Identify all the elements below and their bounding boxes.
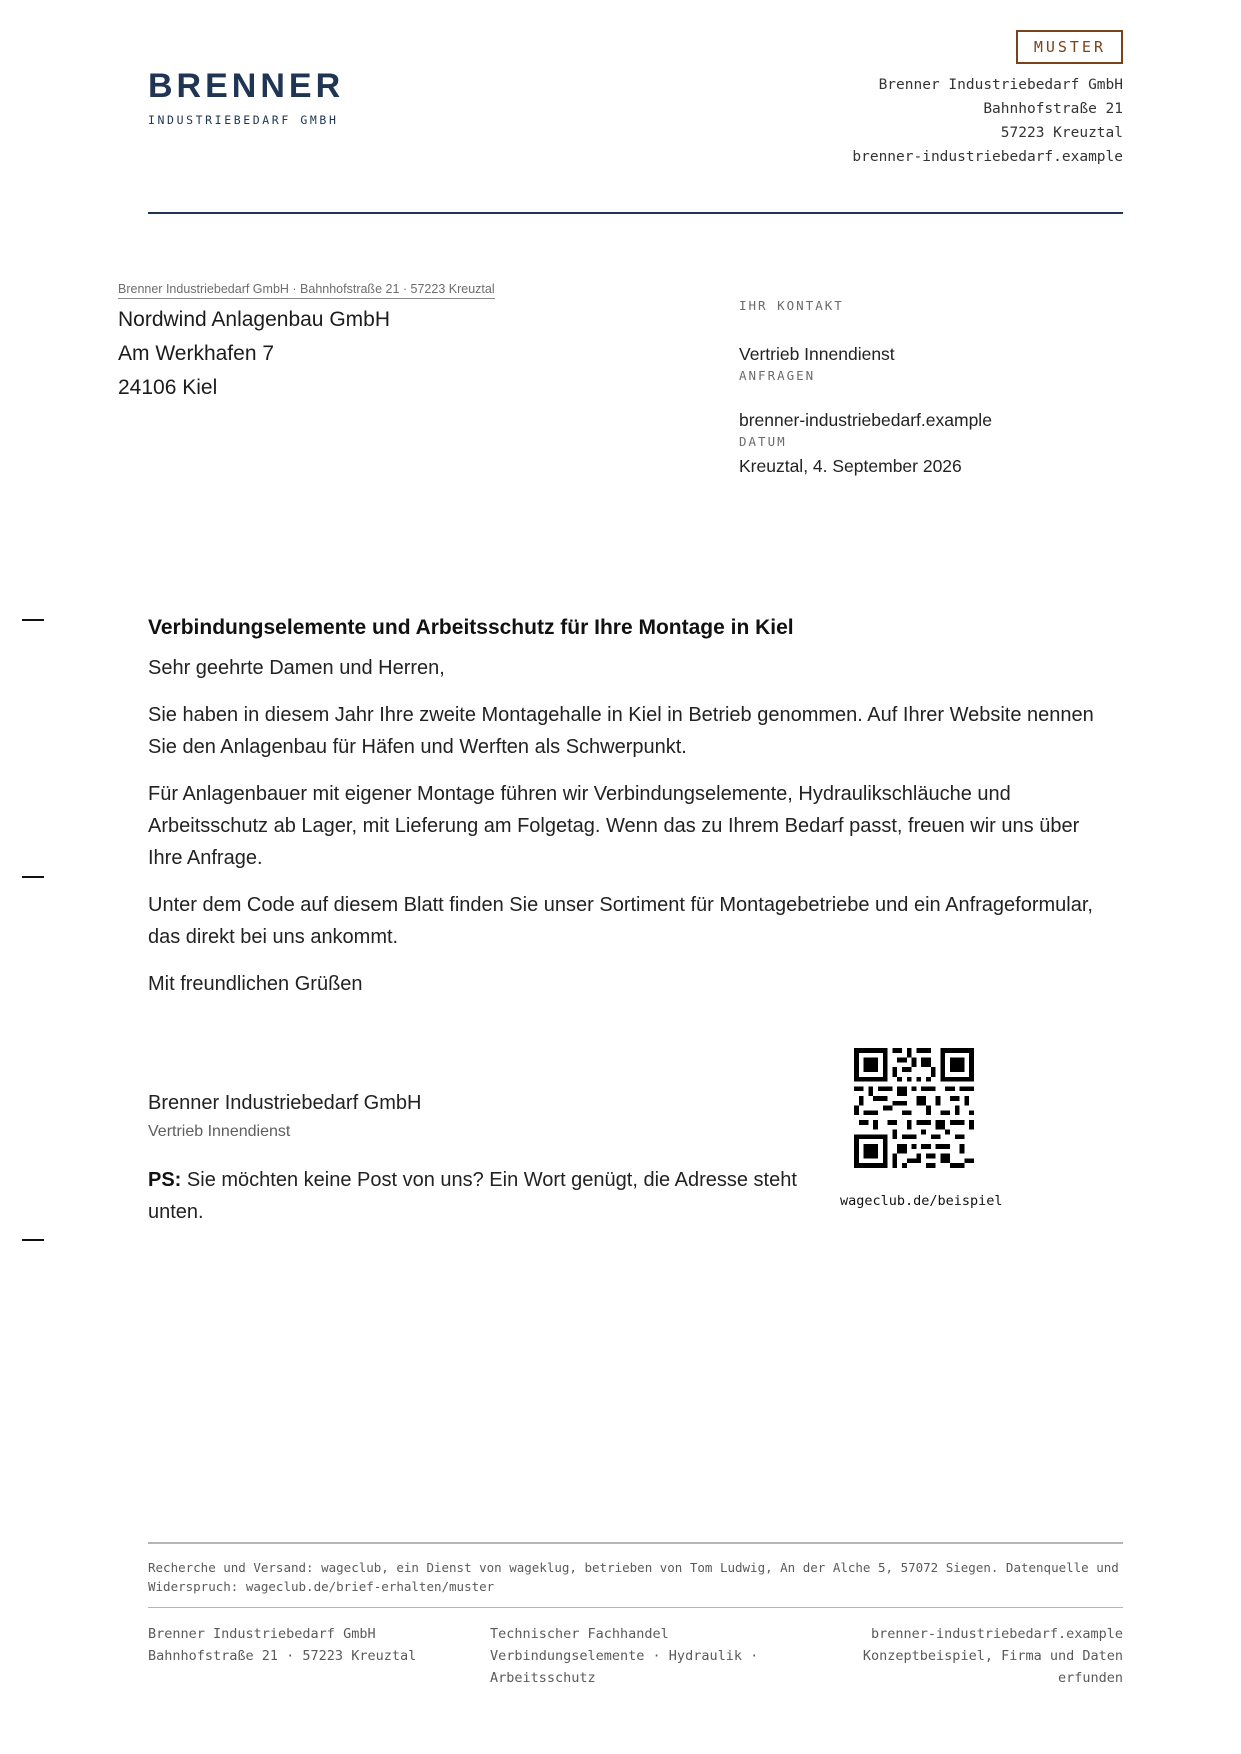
contact-block — [739, 298, 1119, 478]
footer-column-address — [148, 1623, 416, 1667]
company-logo-subtitle: INDUSTRIEBEDARF GMBH — [148, 113, 339, 127]
recipient-street: Am Werkhafen 7 — [118, 342, 275, 365]
sender-website: brenner-industriebedarf.example — [852, 149, 1123, 165]
recipient-city: 24106 Kiel — [118, 376, 218, 399]
fold-mark-top — [22, 619, 44, 621]
salutation: Sehr geehrte Damen und Herren, — [148, 657, 445, 679]
letter-subject: Verbindungselemente und Arbeitsschutz für Ihre Montage in Kiel — [148, 616, 794, 639]
fold-mark-bottom — [22, 1239, 44, 1241]
footer-disclaimer: Konzeptbeispiel, Firma und Daten erfunden — [862, 1648, 1123, 1686]
footer-note: Recherche und Versand: wageclub, ein Dienst von wageklug, betrieben von Tom Ludwig, An der Alche 5, 57072 Siegen. Datenquelle und Widerspruch: wageclub.de/brief-erhalten/muster — [148, 1560, 1119, 1594]
footer-product-lines: Verbindungselemente · Hydraulik · Arbeitsschutz — [490, 1648, 759, 1686]
footer-company: Brenner Industriebedarf GmbH — [148, 1626, 376, 1642]
signature-company: Brenner Industriebedarf GmbH — [148, 1092, 422, 1114]
sender-street: Bahnhofstraße 21 — [983, 101, 1123, 117]
letter-body — [148, 652, 1108, 1015]
company-logo: BRENNER — [148, 67, 345, 105]
fold-mark-middle — [22, 876, 44, 878]
date-label: DATUM — [739, 434, 787, 449]
qr-url[interactable]: wageclub.de/beispiel — [840, 1193, 1003, 1209]
qr-code-icon[interactable] — [854, 1048, 974, 1168]
postscript — [148, 1164, 798, 1228]
date-value: Kreuztal, 4. September 2026 — [739, 456, 962, 476]
footer-divider — [148, 1542, 1123, 1544]
body-paragraph: Unter dem Code auf diesem Blatt finden Sie unser Sortiment für Montagebetriebe und ein Anfrageformular, das direkt bei uns ankommt. — [148, 894, 1093, 948]
recipient-address — [118, 303, 390, 405]
sample-stamp: MUSTER — [1016, 30, 1123, 64]
body-paragraph: Für Anlagenbauer mit eigener Montage führen wir Verbindungselemente, Hydraulikschläuche und Arbeitsschutz ab Lager, mit Lieferung am Folgetag. Wenn das zu Ihrem Bedarf passt, freuen wir uns über Ihre Anfrage. — [148, 783, 1080, 869]
footer-website: brenner-industriebedarf.example — [871, 1626, 1123, 1642]
footer-divider-secondary — [148, 1607, 1123, 1608]
sender-block — [852, 73, 1123, 169]
sender-city: 57223 Kreuztal — [1000, 125, 1123, 141]
sender-company: Brenner Industriebedarf GmbH — [878, 77, 1123, 93]
signature-role: Vertrieb Innendienst — [148, 1123, 291, 1140]
footer-street: Bahnhofstraße 21 · 57223 Kreuztal — [148, 1648, 417, 1664]
footer-column-business — [490, 1623, 790, 1689]
contact-heading: IHR KONTAKT — [739, 298, 844, 313]
postscript-text: Sie möchten keine Post von uns? Ein Wort genügt, die Adresse steht unten. — [148, 1169, 797, 1223]
recipient-company: Nordwind Anlagenbau GmbH — [118, 308, 390, 331]
contact-department: Vertrieb Innendienst — [739, 344, 895, 364]
body-paragraph: Sie haben in diesem Jahr Ihre zweite Montagehalle in Kiel in Betrieb genommen. Auf Ihrer Website nennen Sie den Anlagenbau für Häfen und Werften als Schwerpunkt. — [148, 704, 1094, 758]
return-address: Brenner Industriebedarf GmbH · Bahnhofstraße 21 · 57223 Kreuztal — [118, 281, 495, 299]
inquiries-value: brenner-industriebedarf.example — [739, 410, 992, 430]
inquiries-label: ANFRAGEN — [739, 368, 816, 383]
closing: Mit freundlichen Grüßen — [148, 973, 363, 995]
footer-column-website — [823, 1623, 1123, 1689]
footer-business-type: Technischer Fachhandel — [490, 1626, 669, 1642]
header-divider — [148, 212, 1123, 214]
postscript-label: PS: — [148, 1169, 182, 1191]
